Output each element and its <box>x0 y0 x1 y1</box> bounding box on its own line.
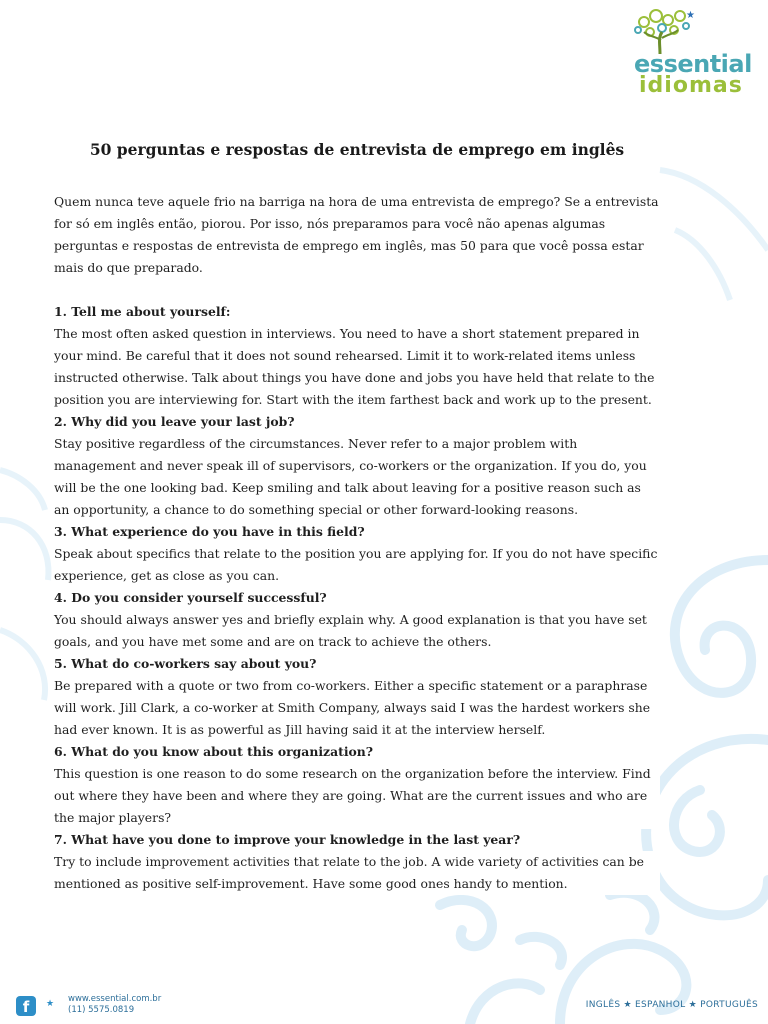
answer-4: You should always answer yes and briefly explain why. A good explanation is that you have set goals, and you have met some and are on track to achieve the others. <box>54 609 660 653</box>
question-6: 6. What do you know about this organization? <box>54 744 374 759</box>
question-4: 4. Do you consider yourself successful? <box>54 590 327 605</box>
star-icon: ★ <box>686 10 695 21</box>
intro-paragraph: Quem nunca teve aquele frio na barriga na hora de uma entrevista de emprego? Se a entrevista for só em inglês então, piorou. Por isso, nós preparamos para você não apenas algumas perguntas e respostas de entrevista de emprego em inglês, mas 50 para que você possa estar mais do que preparado. <box>54 194 659 275</box>
logo-wordmark-bottom: idiomas <box>639 73 743 98</box>
qa-item-4 <box>54 587 660 653</box>
answer-1: The most often asked question in interviews. You need to have a short statement prepared in your mind. Be careful that it does not sound rehearsed. Limit it to work-related items unless instructed otherwise. Talk about things you have done and jobs you have held that relate to the position you are interviewing for. Start with the item farthest back and work up to the present. <box>54 323 660 411</box>
qa-item-1 <box>54 301 660 411</box>
qa-item-7 <box>54 829 660 895</box>
contact-info <box>68 994 161 1016</box>
question-1: 1. Tell me about yourself: <box>54 304 231 319</box>
essential-idiomas-logo[interactable] <box>630 6 762 96</box>
phone-number: (11) 5575.0819 <box>68 1005 135 1015</box>
qa-item-6 <box>54 741 660 829</box>
answer-3: Speak about specifics that relate to the position you are applying for. If you do not have specific experience, get as close as you can. <box>54 543 660 587</box>
question-5: 5. What do co-workers say about you? <box>54 656 317 671</box>
document-title: 50 perguntas e respostas de entrevista de emprego em inglês <box>89 140 625 159</box>
qa-item-2 <box>54 411 660 521</box>
qa-item-5 <box>54 653 660 741</box>
question-3: 3. What experience do you have in this field? <box>54 524 365 539</box>
qa-item-3 <box>54 521 660 587</box>
question-2: 2. Why did you leave your last job? <box>54 414 295 429</box>
facebook-icon[interactable]: f <box>16 996 36 1016</box>
answer-5: Be prepared with a quote or two from co-workers. Either a specific statement or a paraphrase will work. Jill Clark, a co-worker at Smith Company, always said I was the hardest workers she had ever known. It is as powerful as Jill having said it at the interview herself. <box>54 675 660 741</box>
languages-tagline: INGLÊS ★ ESPANHOL ★ PORTUGUÊS <box>585 1000 758 1010</box>
answer-2: Stay positive regardless of the circumstances. Never refer to a major problem with management and never speak ill of supervisors, co-workers or the organization. If you do, you will be the one looking bad. Keep smiling and talk about leaving for a positive reason such as an opportunity, a chance to do something special or other forward-looking reasons. <box>54 433 660 521</box>
star-icon: ★ <box>46 999 55 1009</box>
answer-7: Try to include improvement activities that relate to the job. A wide variety of activities can be mentioned as positive self-improvement. Have some good ones handy to mention. <box>54 851 660 895</box>
answer-6: This question is one reason to do some research on the organization before the interview. Find out where they have been and where they are going. What are the current issues and who are the major players? <box>54 763 660 829</box>
question-7: 7. What have you done to improve your knowledge in the last year? <box>54 832 521 847</box>
website-link[interactable]: www.essential.com.br <box>68 994 162 1004</box>
tree-icon <box>630 6 762 56</box>
document-body <box>54 140 660 895</box>
logo-wordmark-top: essential <box>634 50 752 78</box>
